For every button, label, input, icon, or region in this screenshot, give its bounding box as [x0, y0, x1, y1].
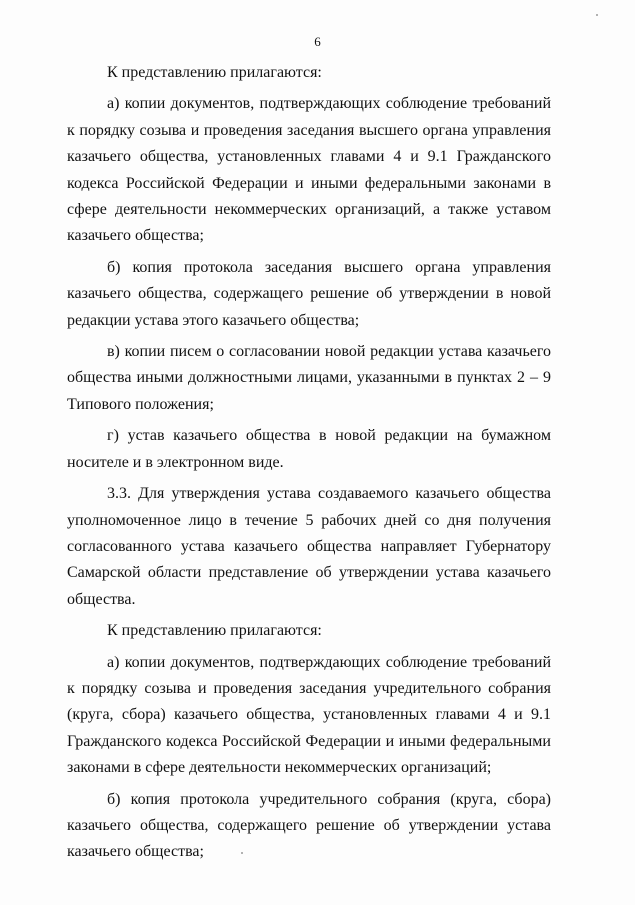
paragraph-item-b-2: б) копия протокола учредительного собрания (круга, сбора) казачьего общества, содержащего решение об утверждении устава казачьего общества;: [67, 790, 551, 861]
paragraph-item-a: а) копии документов, подтверждающих соблюдение требований к порядку созыва и проведения заседания высшего органа управления казачьего общества, установленных главами 4 и 9.1 Гражданского кодекса Российской Федерации и иными федеральными законами в сфере деятельности некоммерческих организаций, а также уставом казачьего общества;: [67, 95, 551, 245]
paragraph-item-v: в) копии писем о согласовании новой редакции устава казачьего общества иными должностными лицами, указанными в пунктах 2 – 9 Типового положения;: [67, 343, 551, 413]
page-number: 6: [314, 34, 321, 49]
paragraph-section-3-3: 3.3. Для утверждения устава создаваемого казачьего общества уполномоченное лицо в течение 5 рабочих дней со дня получения согласованного устава казачьего общества направляет Губернатору Самарской области представление об утверждении устава казачьего общества.: [67, 485, 551, 608]
paragraph-item-g: г) устав казачьего общества в новой редакции на бумажном носителе и в электронном виде.: [67, 427, 551, 471]
paragraph-attachments-intro-2: К представлению прилагаются:: [107, 622, 322, 640]
scan-speck: [241, 852, 243, 854]
paragraph-item-b: б) копия протокола заседания высшего органа управления казачьего общества, содержащего решение об утверждении в новой редакции устава этого казачьего общества;: [67, 258, 551, 329]
document-body: [67, 60, 551, 871]
paragraph-item-a-2: а) копии документов, подтверждающих соблюдение требований к порядку созыва и проведения заседания учредительного собрания (круга, сбора) казачьего общества, установленных главами 4 и 9.1 Гражданского кодекса Российской Федерации и иными федеральными законами в сфере деятельности некоммерческих организаций;: [67, 653, 551, 777]
paragraph-attachments-intro: К представлению прилагаются:: [107, 64, 322, 81]
scan-speck: [596, 14, 598, 16]
